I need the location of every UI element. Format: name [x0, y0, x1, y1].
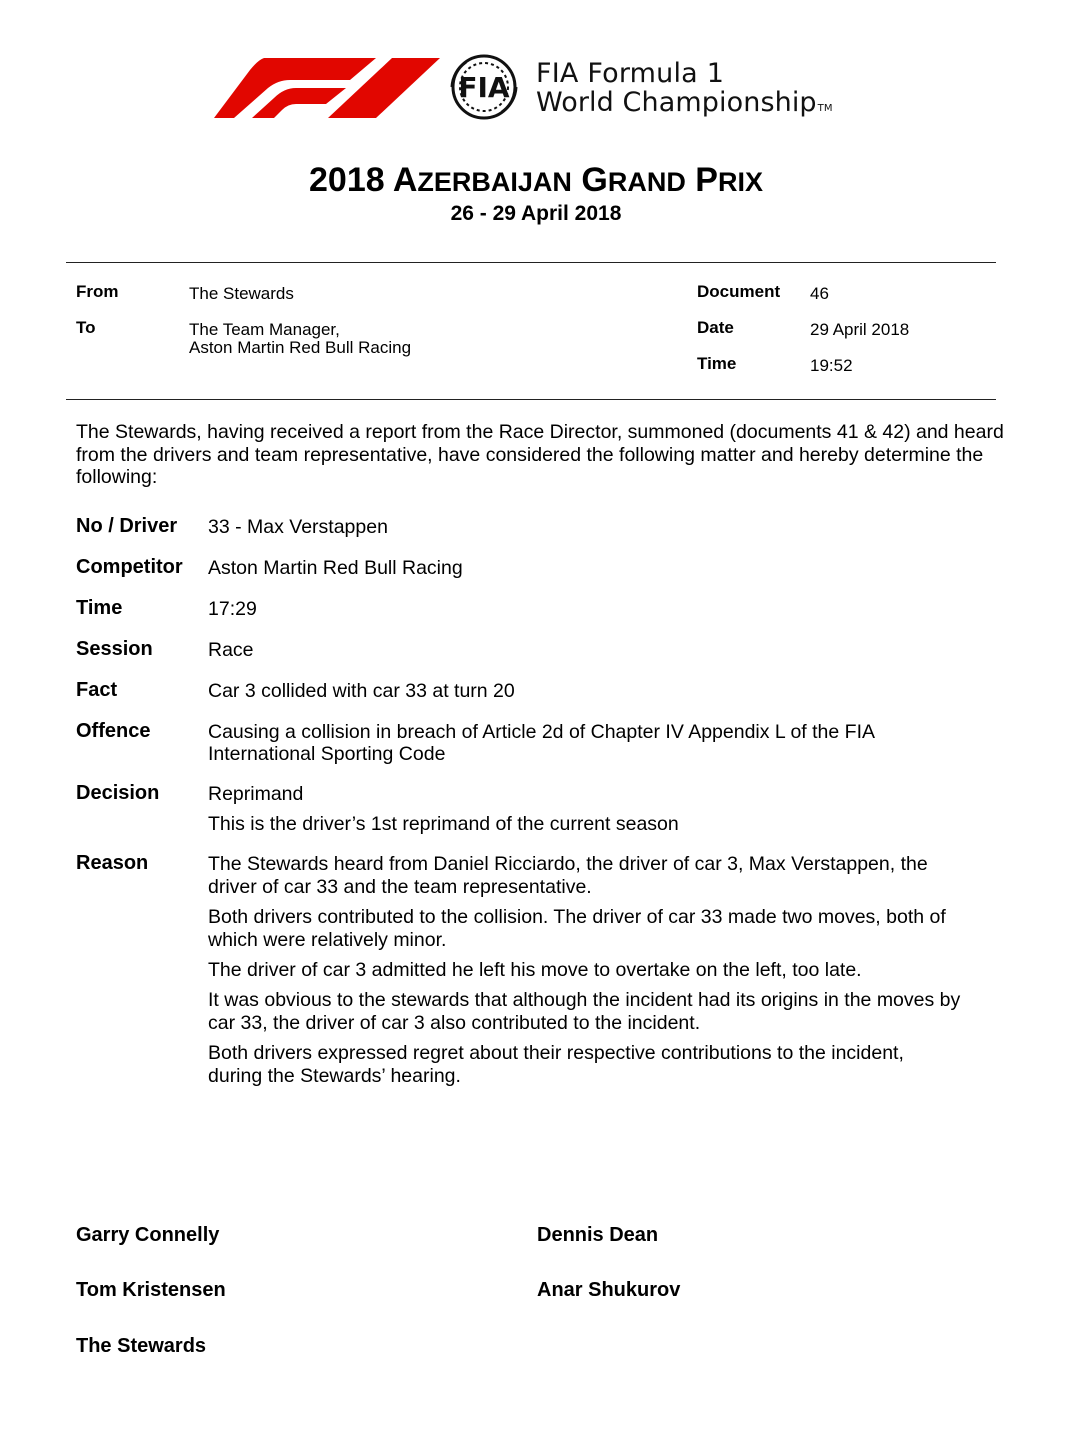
driver-label: No / Driver: [76, 515, 178, 537]
steward-signature-1: Garry Connelly: [76, 1224, 220, 1246]
competitor-value: Aston Martin Red Bull Racing: [208, 557, 463, 579]
fia-seal-text: FIA: [458, 71, 510, 104]
date-label: Date: [697, 318, 734, 337]
offence-line2: International Sporting Code: [208, 743, 446, 765]
decision-label: Decision: [76, 782, 160, 804]
reason-p4-line1: It was obvious to the stewards that although the incident had its origins in the moves by: [208, 989, 961, 1011]
offence-line1: Causing a collision in breach of Article 2d of Chapter IV Appendix L of the FIA: [208, 721, 875, 743]
steward-signature-2: Dennis Dean: [537, 1224, 659, 1246]
decision-value: Reprimand: [208, 783, 304, 805]
divider-top: [66, 262, 996, 263]
page-title: [0, 160, 1072, 202]
to-label: To: [76, 318, 96, 337]
session-value: Race: [208, 639, 254, 661]
reason-p1-line1: The Stewards heard from Daniel Ricciardo, the driver of car 3, Max Verstappen, the: [208, 853, 928, 875]
steward-signature-3: Tom Kristensen: [76, 1279, 226, 1301]
from-value: The Stewards: [189, 284, 294, 303]
fact-value: Car 3 collided with car 33 at turn 20: [208, 680, 515, 702]
to-value-line1: The Team Manager,: [189, 320, 340, 339]
intro-paragraph: The Stewards, having received a report from the Race Director, summoned (documents 41 & 42) and heard from the drivers and team representative, have considered the following matter and hereby determine the following:: [76, 421, 1004, 488]
header-logos: [214, 52, 874, 126]
divider-bottom: [66, 399, 996, 400]
steward-signature-4: Anar Shukurov: [537, 1279, 681, 1301]
competitor-label: Competitor: [76, 556, 183, 578]
decision-note: This is the driver’s 1st reprimand of the current season: [208, 813, 679, 835]
time-value: 19:52: [810, 356, 853, 375]
wordmark-line2-text: World Championship: [536, 87, 817, 118]
document-label: Document: [697, 282, 781, 301]
reason-p5-line2: during the Stewards’ hearing.: [208, 1065, 461, 1087]
stewards-footer: The Stewards: [76, 1335, 207, 1357]
reason-p4-line2: car 33, the driver of car 3 also contributed to the incident.: [208, 1012, 701, 1034]
session-label: Session: [76, 638, 153, 660]
reason-p3-line1: The driver of car 3 admitted he left his move to overtake on the left, too late.: [208, 959, 862, 981]
reason-p1-line2: driver of car 33 and the team representative.: [208, 876, 592, 898]
fia-seal-icon: [438, 54, 530, 120]
f1-logo-icon: [214, 58, 440, 118]
document-value: 46: [810, 284, 829, 303]
driver-value: 33 - Max Verstappen: [208, 516, 388, 538]
wordmark-line2: [536, 88, 876, 124]
title-word-3: PRIX: [695, 161, 763, 199]
offence-label: Offence: [76, 720, 151, 742]
incident-time-value: 17:29: [208, 598, 257, 620]
to-value-line2: Aston Martin Red Bull Racing: [189, 338, 412, 357]
from-label: From: [76, 282, 119, 301]
title-word-2: GRAND: [581, 161, 686, 199]
trademark: TM: [817, 103, 833, 114]
title-year: 2018: [309, 161, 385, 199]
reason-label: Reason: [76, 852, 149, 874]
event-dates: 26 - 29 April 2018: [450, 202, 622, 225]
incident-time-label: Time: [76, 597, 123, 619]
reason-p2-line1: Both drivers contributed to the collision. The driver of car 33 made two moves, both of: [208, 906, 946, 928]
title-word-1: AZERBAIJAN: [392, 161, 572, 199]
date-value: 29 April 2018: [810, 320, 910, 339]
fact-label: Fact: [76, 679, 118, 701]
reason-p2-line2: which were relatively minor.: [208, 929, 447, 951]
fia-wordmark: [536, 60, 876, 124]
reason-p5-line1: Both drivers expressed regret about their respective contributions to the incident,: [208, 1042, 904, 1064]
time-label: Time: [697, 354, 737, 373]
wordmark-line1: FIA Formula 1: [536, 58, 725, 89]
